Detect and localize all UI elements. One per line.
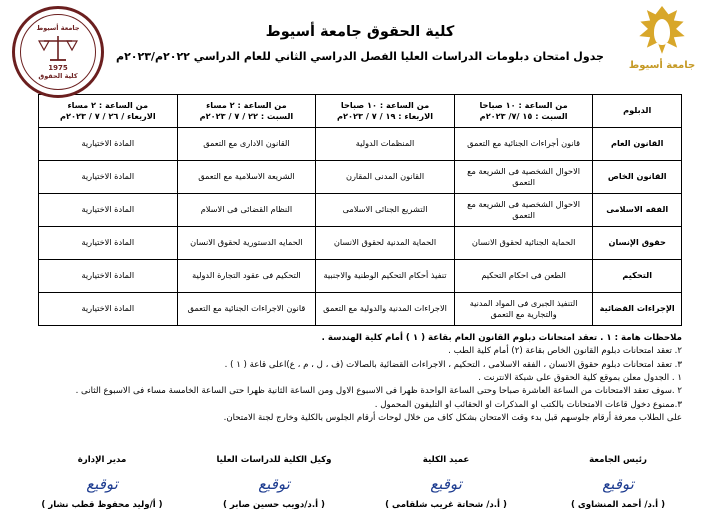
cell-diploma: حقوق الإنسان [593,227,682,260]
cell-exam: تنفيذ أحكام التحكيم الوطنية والاجنبية [316,260,455,293]
important-notes [38,332,682,425]
title-block [0,24,720,63]
cell-exam: الطعن فى احكام التحكيم [454,260,593,293]
table-row [39,194,682,227]
signature-role: رئيس الجامعة [589,455,647,466]
signature-dean [362,454,530,512]
exam-schedule-table-wrapper [38,94,682,326]
signature-role: عميد الكلية [422,455,470,466]
header-line: من الساعة : ٢ مساء [206,99,287,110]
cell-exam: النظام القضائى فى الاسلام [177,194,316,227]
header-line: السبت : ١٥ /٧/ ٢٠٢٣م [479,111,568,121]
column-header-slot-3 [177,95,316,128]
cell-exam: القانون المدنى المقارن [316,161,455,194]
table-row [39,293,682,326]
signature-mark: توقيع [86,474,118,493]
table-head [39,95,682,128]
table-row [39,161,682,194]
cell-exam: الحمايه الدستورية لحقوق الانسان [177,227,316,260]
cell-exam: الشريعة الاسلامية مع التعمق [177,161,316,194]
signature-block [18,454,702,512]
cell-exam: المنظمات الدولية [316,128,455,161]
exam-schedule-table [38,94,682,326]
cell-diploma: التحكيم [593,260,682,293]
note-line: ملاحظات هامة : ١ . تعقد امتحانات دبلوم القانون العام بقاعة ( ١ ) أمام كلية الهندسة . [321,333,682,343]
header-line: من الساعة : ١٠ صباحا [340,99,430,110]
table-row [39,227,682,260]
signature-name: ( أ/وليد محفوظ قطب نشار ) [41,500,163,511]
note-line: ٢ .سوف تعقد الامتحانات من الساعة العاشرة صباحا وحتى الساعة الواحدة ظهرا فى الاسبوع الاول ومن الساعة الثانية ظهرا حتى الساعة الخامسة مساء فى الاسبوع الثانى . [75,386,682,397]
cell-exam: الاحوال الشخصية فى الشريعة مع التعمق [454,194,593,227]
column-header-slot-2 [316,95,455,128]
header-line: الاربعاء : ١٩ / ٧ / ٢٠٢٣م [337,111,434,121]
signature-role: مدير الإدارة [77,455,127,466]
table-row [39,128,682,161]
cell-exam: الحماية المدنية لحقوق الانسان [316,227,455,260]
page-subtitle: جدول امتحان دبلومات الدراسات العليا الفصل الدراسي الثاني للعام الدراسي ٢٠٢٢م/٢٠٢٣م [116,50,604,63]
cell-exam: قانون أجراءات الجنائية مع التعمق [454,128,593,161]
cell-exam: المادة الاختيارية [39,227,178,260]
document-header [0,0,720,92]
seal-top-text: جامعة أسيوط [36,24,80,32]
note-line: ٣. تعقد امتحانات دبلوم حقوق الانسان ، الفقه الاسلامى ، التحكيم ، الاجراءات القضائية بالصالات (ف ، ل ، م ، ع)اعلى قاعة ( ١ ) . [224,359,682,370]
cell-exam: المادة الاختيارية [39,161,178,194]
cell-exam: الاجراءات المدنية والدولية مع التعمق [316,293,455,326]
cell-diploma: الفقه الاسلامى [593,194,682,227]
cell-exam: المادة الاختيارية [39,128,178,161]
note-line: ٢. تعقد امتحانات دبلوم القانون الخاص بقاعة (٢) أمام كلية الطب . [448,346,682,357]
cell-exam: القانون الادارى مع التعمق [177,128,316,161]
signature-vice-dean [190,454,358,512]
cell-exam: التشريع الجنائى الاسلامى [316,194,455,227]
note-line: ٣.ممنوع دخول قاعات الامتحانات بالكتب او المذكرات او الحقائب او التليفون المحمول . [374,399,682,410]
signature-name: ( أ.د/دويب حسين صابر ) [223,500,325,511]
table-header-row [39,95,682,128]
cell-exam: المادة الاختيارية [39,293,178,326]
cell-exam: الحماية الجنائية لحقوق الانسان [454,227,593,260]
cell-diploma: القانون الخاص [593,161,682,194]
cell-exam: المادة الاختيارية [39,260,178,293]
table-row [39,260,682,293]
seal-year: 1975 [48,64,68,72]
cell-exam: الاحوال الشخصية فى الشريعة مع التعمق [454,161,593,194]
signature-mark: توقيع [258,474,290,493]
table-body [39,128,682,326]
header-line: من الساعة : ١٠ صباحا [479,99,568,110]
column-header-diploma [593,95,682,128]
cell-diploma: القانون العام [593,128,682,161]
seal-bottom-text: كلية الحقوق [38,72,78,80]
header-line: من الساعة : ٢ مساء [67,99,149,110]
signature-admin-director [18,454,186,512]
signature-university-president [534,454,702,512]
cell-exam: التحكيم فى عقود التجارة الدولية [177,260,316,293]
signature-mark: توقيع [430,474,462,493]
note-line: ١ . الجدول معلن بموقع كلية الحقوق على شبكة الانترنت . [478,372,682,383]
cell-diploma: الإجراءات القضائية [593,293,682,326]
column-header-slot-1 [454,95,593,128]
signature-name: ( أ.د/ شحاتة غريب شلقامى ) [385,500,507,511]
note-line: على الطلاب معرفة أرقام جلوسهم قبل بدء وقت الامتحان بشكل كاف من خلال لوحات أرقام الجلوس بالكلية وخارج لجنة الامتحان. [223,412,682,423]
header-line: السبت : ٢٢ / ٧ / ٢٠٢٣م [199,111,294,121]
cell-exam: المادة الاختيارية [39,194,178,227]
university-logo-label: جامعة أسيوط [628,60,696,71]
header-line: الاربعاء / ٢٦ / ٧ / ٢٠٢٣م [59,111,156,121]
cell-exam: قانون الاجراءات الجنائية مع التعمق [177,293,316,326]
signature-mark: توقيع [602,474,634,493]
signature-role: وكيل الكلية للدراسات العليا [216,455,332,466]
page-title: كلية الحقوق جامعة أسيوط [265,24,455,40]
cell-exam: التنفيذ الجبرى فى المواد المدنية والتجارية مع التعمق [454,293,593,326]
header-line: الدبلوم [623,105,652,116]
column-header-slot-4 [39,95,178,128]
signature-name: ( أ.د/ أحمد المنشاوى ) [570,500,666,511]
